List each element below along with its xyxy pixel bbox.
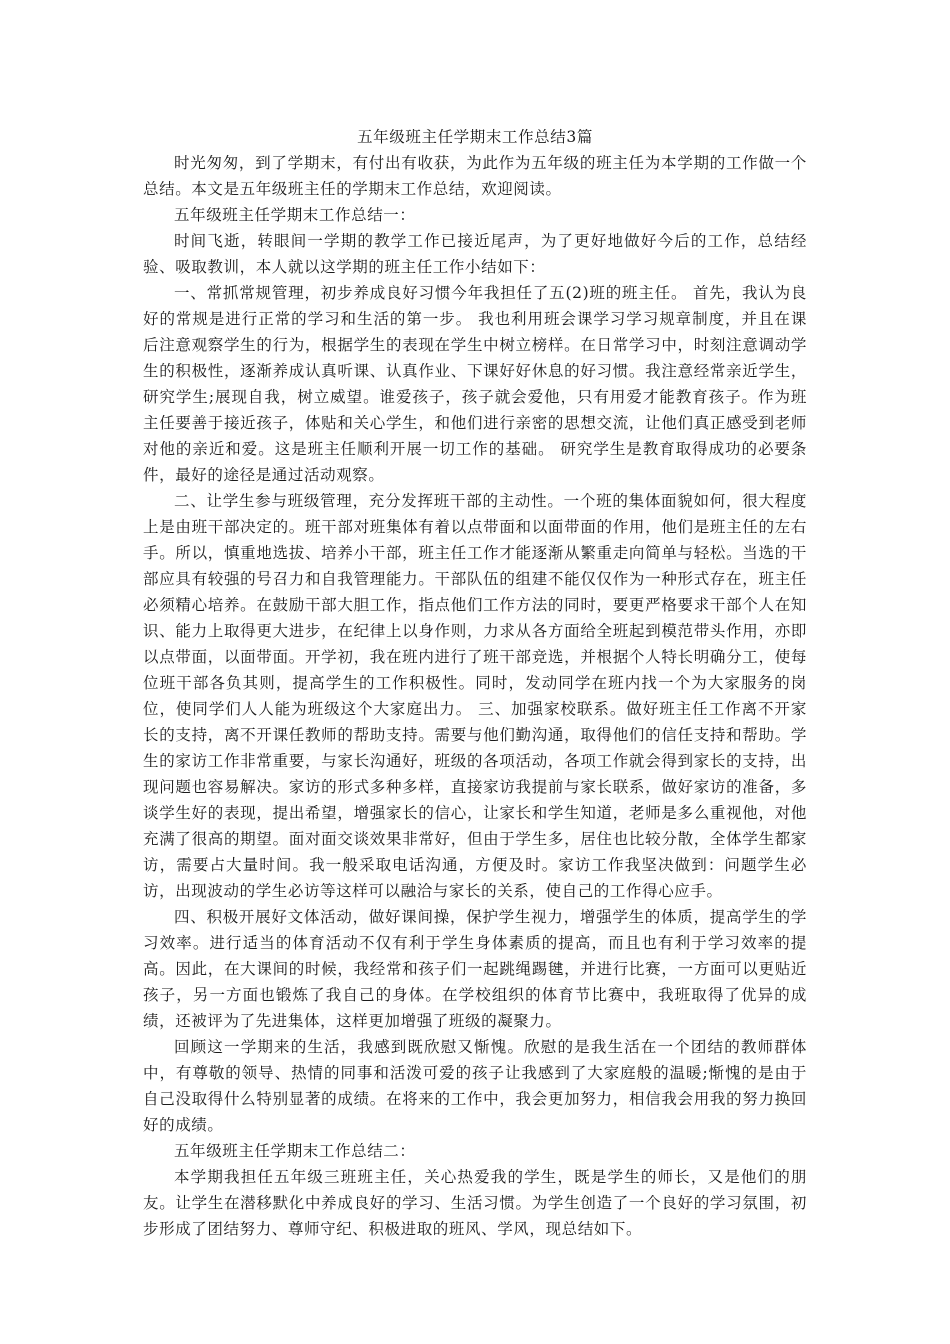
point-four-paragraph: 四、积极开展好文体活动，做好课间操，保护学生视力，增强学生的体质，提高学生的学习效率。进行适当的体育活动不仅有利于学生身体素质的提高，而且也有利于学习效率的提高。因此，在大课间的时候，我经常和孩子们一起跳绳踢毽，并进行比赛，一方面可以更贴近孩子，另一方面也锻炼了我自己的身体。在学校组织的体育节比赛中，我班取得了优异的成绩，还被评为了先进集体，这样更加增强了班级的凝聚力。 — [143, 908, 807, 1030]
intro-paragraph: 时光匆匆，到了学期末，有付出有收获，为此作为五年级的班主任为本学期的工作做一个总结。本文是五年级班主任的学期末工作总结，欢迎阅读。 — [143, 154, 807, 198]
section-one-intro: 时间飞逝，转眼间一学期的教学工作已接近尾声，为了更好地做好今后的工作，总结经验、吸取教训，本人就以这学期的班主任工作小结如下： — [143, 232, 807, 276]
document-page — [143, 124, 807, 1242]
document-title: 五年级班主任学期末工作总结3篇 — [357, 128, 593, 146]
section-one-heading: 五年级班主任学期末工作总结一： — [174, 206, 416, 224]
point-two-three-paragraph: 二、让学生参与班级管理，充分发挥班干部的主动性。一个班的集体面貌如何，很大程度上是由班干部决定的。班干部对班集体有着以点带面和以面带面的作用，他们是班主任的左右手。所以，慎重地选拔、培养小干部，班主任工作才能逐渐从繁重走向简单与轻松。当选的干部应具有较强的号召力和自我管理能力。干部队伍的组建不能仅仅作为一种形式存在，班主任必须精心培养。在鼓励干部大胆工作，指点他们工作方法的同时，要更严格要求干部个人在知识、能力上取得更大进步，在纪律上以身作则，力求从各方面给全班起到模范带头作用，亦即以点带面，以面带面。开学初，我在班内进行了班干部竞选，并根据个人特长明确分工，使每位班干部各负其则，提高学生的工作积极性。同时，发动同学在班内找一个为大家服务的岗位，使同学们人人能为班级这个大家庭出力。 三、加强家校联系。做好班主任工作离不开家长的支持，离不开课任教师的帮助支持。需要与他们勤沟通，取得他们的信任支持和帮助。学生的家访工作非常重要，与家长沟通好，班级的各项活动，各项工作就会得到家长的支持，出现问题也容易解决。家访的形式多种多样，直接家访我提前与家长联系，做好家访的准备，多谈学生好的表现，提出希望，增强家长的信心，让家长和学生知道，老师是多么重视他，对他充满了很高的期望。面对面交谈效果非常好，但由于学生多，居住也比较分散，全体学生都家访，需要占大量时间。我一般采取电话沟通，方便及时。家访工作我坚决做到：问题学生必访，出现波动的学生必访等这样可以融洽与家长的关系，使自己的工作得心应手。 — [143, 492, 807, 900]
section-two-heading: 五年级班主任学期末工作总结二： — [174, 1142, 416, 1160]
section-two-intro: 本学期我担任五年级三班班主任，关心热爱我的学生，既是学生的师长，又是他们的朋友。让学生在潜移默化中养成良好的学习、生活习惯。为学生创造了一个良好的学习氛围，初步形成了团结努力、尊师守纪、积极进取的班风、学风，现总结如下。 — [143, 1168, 807, 1238]
point-one-paragraph: 一、常抓常规管理，初步养成良好习惯今年我担任了五(2)班的班主任。 首先，我认为良好的常规是进行正常的学习和生活的第一步。 我也利用班会课学习学习规章制度，并且在课后注意观察学生的行为，根据学生的表现在学生中树立榜样。在日常学习中，时刻注意调动学生的积极性，逐渐养成认真听课、认真作业、下课好好休息的好习惯。我注意经常亲近学生，研究学生;展现自我，树立威望。谁爱孩子，孩子就会爱他，只有用爱才能教育孩子。作为班主任要善于接近孩子，体贴和关心学生，和他们进行亲密的思想交流，让他们真正感受到老师对他的亲近和爱。这是班主任顺利开展一切工作的基础。 研究学生是教育取得成功的必要条件，最好的途径是通过活动观察。 — [143, 284, 807, 484]
review-paragraph: 回顾这一学期来的生活，我感到既欣慰又惭愧。欣慰的是我生活在一个团结的教师群体中，有尊敬的领导、热情的同事和活泼可爱的孩子让我感到了大家庭般的温暖;惭愧的是由于自己没取得什么特别显著的成绩。在将来的工作中，我会更加努力，相信我会用我的努力换回好的成绩。 — [143, 1038, 807, 1134]
